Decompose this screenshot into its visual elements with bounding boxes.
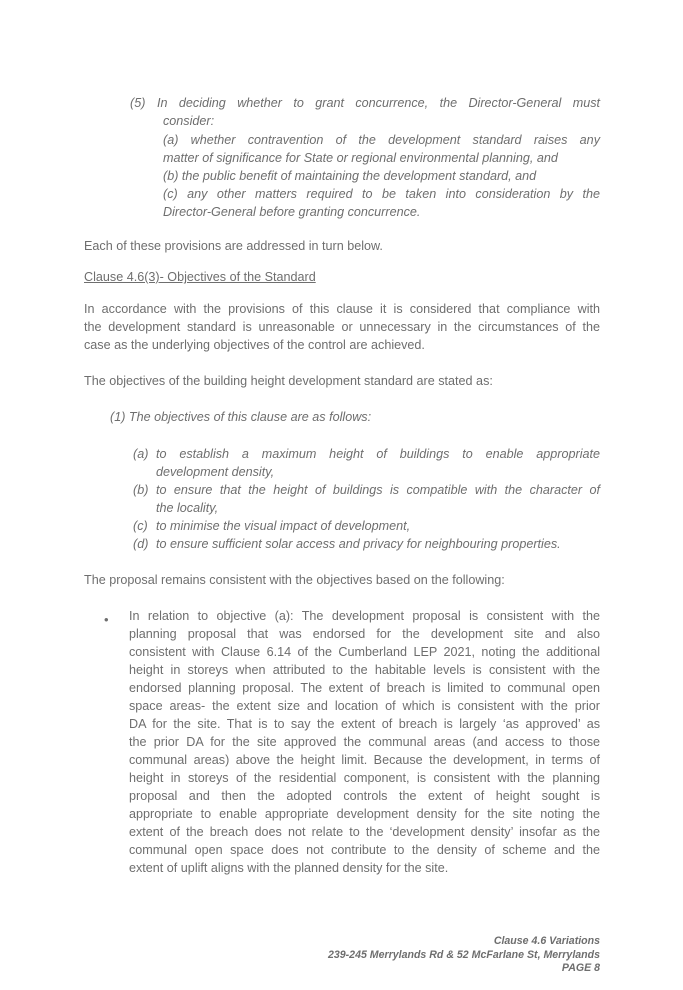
bullet-line: the prior DA for the site approved the communal areas (and access to those bbox=[129, 735, 600, 749]
bullet-line: appropriate to enable appropriate development density for the site noting the bbox=[129, 807, 600, 821]
objective-a-text: to establish a maximum height of buildings to enable appropriate bbox=[156, 447, 600, 461]
paragraph-1-line-2: the development standard is unreasonable or unnecessary in the circumstances of the bbox=[84, 320, 600, 334]
paragraph-3: The proposal remains consistent with the objectives based on the following: bbox=[84, 573, 505, 587]
bullet-line: extent of uplift aligns with the planned density for the site. bbox=[129, 861, 449, 875]
bullet-line: space areas- the extent size and location of which is consistent with the prior bbox=[129, 699, 600, 713]
objective-b-text: to ensure that the height of buildings is compatible with the character of bbox=[156, 483, 600, 497]
objective-c-text: to minimise the visual impact of development, bbox=[156, 519, 411, 533]
bullet-icon: • bbox=[104, 612, 109, 627]
footer-doc-title: Clause 4.6 Variations bbox=[493, 935, 600, 947]
objective-d-text: to ensure sufficient solar access and privacy for neighbouring properties. bbox=[156, 537, 561, 551]
footer-page-number: PAGE 8 bbox=[561, 962, 600, 974]
bullet-line: consistent with Clause 6.14 of the Cumberland LEP 2021, noting the additional bbox=[129, 645, 600, 659]
bullet-line: height in storeys of the residential component, is consistent with the planning bbox=[129, 771, 600, 785]
bullet-line: planning proposal that was endorsed for the development site and also bbox=[129, 627, 600, 641]
intro-text: Each of these provisions are addressed in turn below. bbox=[84, 239, 383, 253]
clause-5c-text-cont: Director-General before granting concurrence. bbox=[163, 205, 421, 219]
footer-address: 239-245 Merrylands Rd & 52 McFarlane St, Merrylands bbox=[327, 948, 600, 961]
clause-5a-text: (a) whether contravention of the development standard raises any bbox=[163, 133, 600, 147]
clause-5-text-cont: consider: bbox=[163, 114, 215, 128]
section-heading: Clause 4.6(3)- Objectives of the Standard bbox=[84, 270, 316, 284]
bullet-line: extent of the breach does not relate to the ‘development density’ insofar as the bbox=[129, 825, 600, 839]
objective-a-label: (a) bbox=[133, 447, 149, 461]
objectives-intro: (1) The objectives of this clause are as follows: bbox=[110, 410, 372, 424]
clause-5a-text-cont: matter of significance for State or regional environmental planning, and bbox=[163, 151, 558, 165]
page-footer bbox=[328, 935, 600, 976]
objective-b-label: (b) bbox=[133, 483, 149, 497]
bullet-line: communal open space does not contribute to the density of scheme and the bbox=[129, 843, 600, 857]
bullet-line: endorsed planning proposal. The extent of breach is limited to communal open bbox=[129, 681, 600, 695]
clause-5c-text: (c) any other matters required to be taken into consideration by the bbox=[163, 187, 600, 201]
objective-c-label: (c) bbox=[133, 519, 148, 533]
clause-5-number: (5) bbox=[130, 96, 146, 110]
objective-b-text-cont: the locality, bbox=[156, 501, 219, 515]
bullet-line: In relation to objective (a): The development proposal is consistent with the bbox=[129, 609, 600, 623]
objective-a-text-cont: development density, bbox=[156, 465, 275, 479]
paragraph-1-line-3: case as the underlying objectives of the control are achieved. bbox=[84, 338, 425, 352]
clause-5-text: In deciding whether to grant concurrence, the Director-General must bbox=[157, 96, 600, 110]
bullet-line: communal areas) above the height limit. Because the development, in terms of bbox=[129, 753, 600, 767]
bullet-line: DA for the site. That is to say the extent of breach is largely ‘as approved’ as bbox=[129, 717, 600, 731]
clause-5b-text: (b) the public benefit of maintaining the development standard, and bbox=[163, 169, 537, 183]
bullet-line: height in storeys when attributed to the habitable levels is consistent with the bbox=[129, 663, 600, 677]
objective-d-label: (d) bbox=[133, 537, 149, 551]
bullet-line: proposal and then the adopted controls the extent of height sought is bbox=[129, 789, 600, 803]
paragraph-2: The objectives of the building height development standard are stated as: bbox=[84, 374, 493, 388]
paragraph-1-line-1: In accordance with the provisions of this clause it is considered that compliance with bbox=[84, 302, 600, 316]
